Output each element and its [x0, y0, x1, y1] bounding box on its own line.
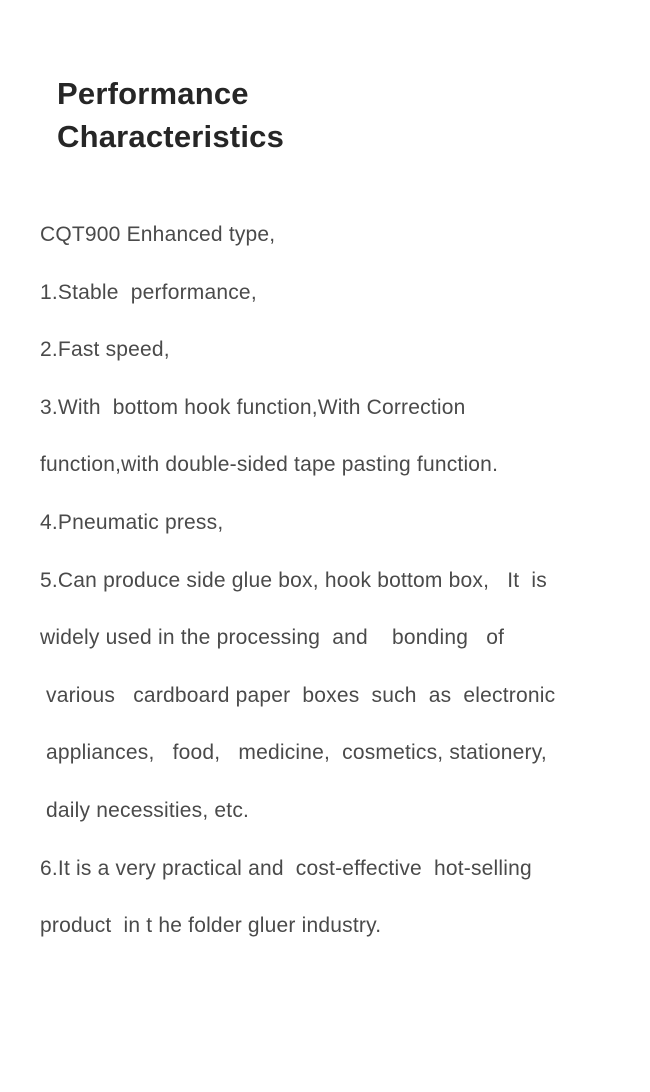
body-line-feature-5c: various cardboard paper boxes such as electronic — [40, 683, 556, 707]
body-line-feature-5d: appliances, food, medicine, cosmetics, stationery, — [40, 741, 547, 765]
page-title-line-1: Performance — [57, 76, 249, 111]
body-line-feature-5a: 5.Can produce side glue box, hook bottom box, It is — [40, 568, 547, 592]
body-line-feature-3b: function,with double-sided tape pasting function. — [40, 453, 499, 477]
body-line-feature-6a: 6.It is a very practical and cost-effective hot-selling — [40, 856, 532, 880]
body-line-feature-4: 4.Pneumatic press, — [40, 510, 224, 534]
body-line-feature-1: 1.Stable performance, — [40, 280, 257, 304]
body-line-feature-3a: 3.With bottom hook function,With Correction — [40, 395, 466, 419]
page-title-line-2: Characteristics — [57, 119, 285, 154]
body-line-feature-5e: daily necessities, etc. — [40, 798, 250, 822]
body-line-feature-5b: widely used in the processing and bonding of — [40, 626, 505, 650]
description-text-block — [40, 206, 630, 955]
body-line-feature-2: 2.Fast speed, — [40, 338, 170, 362]
body-line-model: CQT900 Enhanced type, — [40, 223, 276, 246]
page-title — [57, 72, 284, 158]
body-line-feature-6b: product in t he folder gluer industry. — [40, 914, 382, 938]
